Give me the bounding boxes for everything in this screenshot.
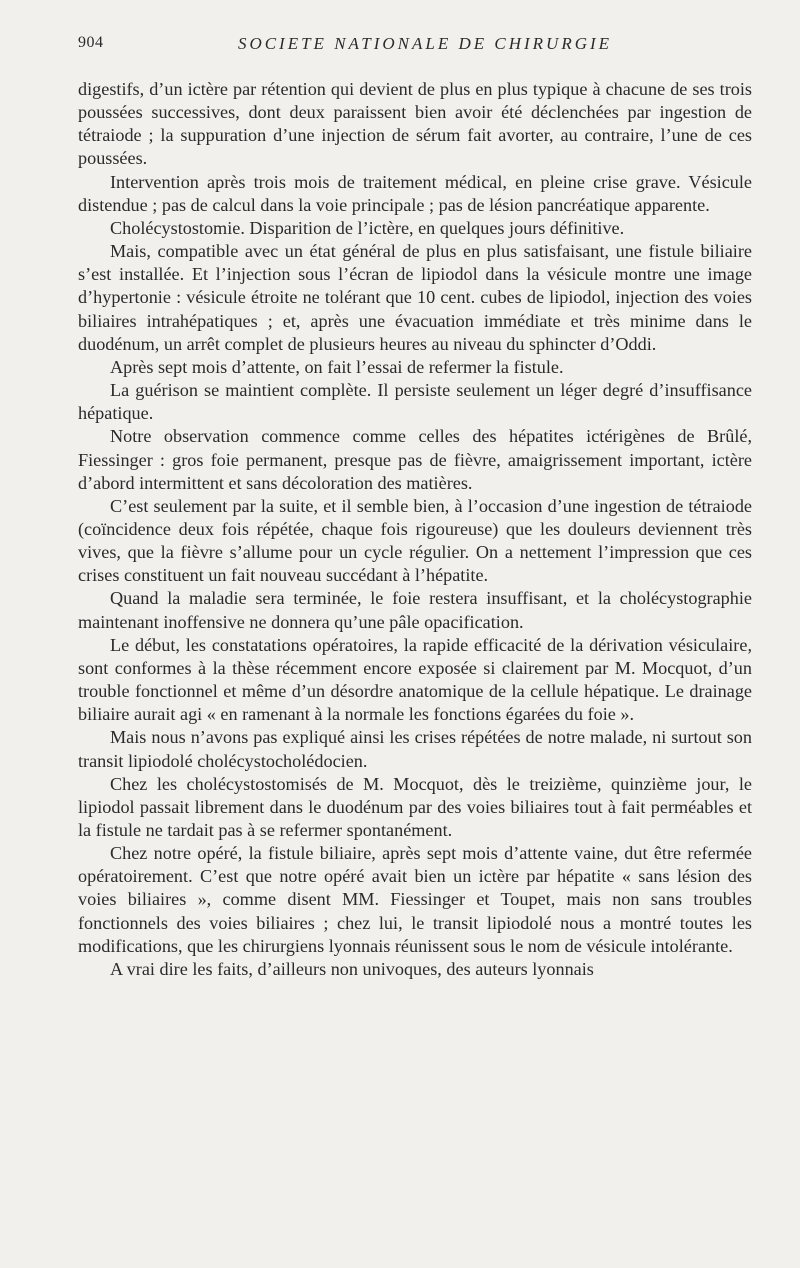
paragraph-5: Après sept mois d’attente, on fait l’essai de refermer la fistule.: [110, 356, 564, 377]
page-number: 904: [78, 34, 104, 51]
paragraph-12: Chez les cholécystostomisés de M. Mocquot, dès le treizième, quinzième jour, le lipiodol passait librement dans le duodénum par des voies biliaires tout à fait perméables et la fistule ne tardait pas à se refermer spontanément.: [78, 773, 752, 840]
paragraph-2: Intervention après trois mois de traitement médical, en pleine crise grave. Vésicule distendue ; pas de calcul dans la voie principale ; pas de lésion pancréatique apparente.: [78, 171, 752, 215]
paragraph-13: Chez notre opéré, la fistule biliaire, après sept mois d’attente vaine, dut être refermée opératoirement. C’est que notre opéré avait bien un ictère par hépatite « sans lésion des voies biliaires », comme disent MM. Fiessinger et Toupet, mais non sans troubles fonctionnels des voies biliaires ; chez lui, le transit lipiodolé nous a montré toutes les modifications, que les chirurgiens lyonnais réunissent sous le nom de vésicule intolérante.: [78, 843, 752, 956]
paragraph-1: digestifs, d’un ictère par rétention qui devient de plus en plus typique à chacune de ses trois poussées successives, dont deux paraissent bien avoir été déclenchées par ingestion de tétraiode ; la suppuration d’une injection de sérum fait avorter, au contraire, l’une de ces poussées.: [78, 79, 752, 169]
paragraph-10: Le début, les constatations opératoires, la rapide efficacité de la dérivation vésiculaire, sont conformes à la thèse récemment encore exposée si clairement par M. Mocquot, d’un trouble fonctionnel et même d’un désordre anatomique de la cellule hépatique. Le drainage biliaire aurait agi « en ramenant à la normale les fonctions égarées du foie ».: [78, 634, 752, 725]
paragraph-7: Notre observation commence comme celles des hépatites ictérigènes de Brûlé, Fiessinger : gros foie permanent, presque pas de fièvre, amaigrissement important, ictère d’abord intermittent et sans décoloration des matières.: [78, 426, 752, 493]
paragraph-4: Mais, compatible avec un état général de plus en plus satisfaisant, une fistule biliaire s’est installée. Et l’injection sous l’écran de lipiodol dans la vésicule montre une image d’hypertonie : vésicule étroite ne tolérant que 10 cent. cubes de lipiodol, injection des voies biliaires intrahépatiques ; et, après une évacuation immédiate et très minime dans le duodénum, un arrêt complet de plusieurs heures au niveau du sphincter d’Oddi.: [78, 241, 752, 354]
paragraph-11: Mais nous n’avons pas expliqué ainsi les crises répétées de notre malade, ni surtout son transit lipiodolé cholécystocholédocien.: [78, 727, 752, 771]
paragraph-9: Quand la maladie sera terminée, le foie restera insuffisant, et la cholécystographie maintenant inoffensive ne donnera qu’une pâle opacification.: [78, 588, 752, 632]
paragraph-3: Cholécystostomie. Disparition de l’ictère, en quelques jours définitive.: [110, 217, 625, 238]
running-head: SOCIETE NATIONALE DE CHIRURGIE: [237, 34, 613, 53]
body-text: [78, 78, 752, 981]
paragraph-14: A vrai dire les faits, d’ailleurs non univoques, des auteurs lyonnais: [110, 958, 594, 979]
paragraph-8: C’est seulement par la suite, et il semble bien, à l’occasion d’une ingestion de tétraiode (coïncidence deux fois répétée, chaque fois rigoureuse) que les douleurs deviennent très vives, que la fièvre s’allume pour un cycle régulier. On a nettement l’impression que ces crises constituent un fait nouveau succédant à l’hépatite.: [78, 495, 752, 586]
page-header: [78, 34, 752, 58]
paragraph-6: La guérison se maintient complète. Il persiste seulement un léger degré d’insuffisance hépatique.: [78, 380, 752, 424]
